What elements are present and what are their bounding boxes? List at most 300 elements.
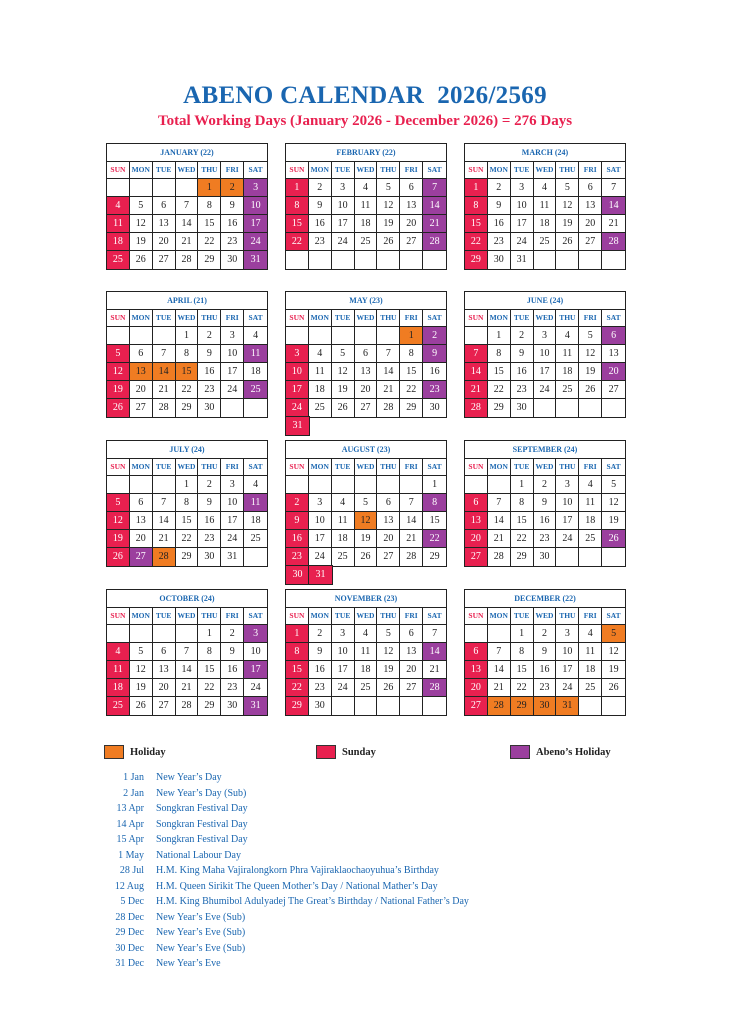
month-title: JANUARY (22) xyxy=(107,144,267,162)
day-cell: 19 xyxy=(556,215,579,233)
day-cell: 16 xyxy=(488,215,511,233)
day-cell: 11 xyxy=(579,643,602,661)
day-cell: 18 xyxy=(332,530,355,548)
weekday-mon: MON xyxy=(309,310,332,326)
page-title: ABENO CALENDAR 2026/2569 xyxy=(183,82,547,109)
day-cell: 12 xyxy=(130,215,153,233)
day-cell: 28 xyxy=(377,399,400,417)
day-cell: 7 xyxy=(488,494,511,512)
day-cell: 8 xyxy=(465,197,488,215)
weekday-sat: SAT xyxy=(427,313,442,322)
day-cell: 7 xyxy=(423,179,446,197)
empty-cell xyxy=(579,399,602,417)
weekday-fri: FRI xyxy=(579,310,602,326)
day-cell: 5 xyxy=(377,179,400,197)
day-cell: 23 xyxy=(534,530,557,548)
holiday-date: 5 Dec xyxy=(120,896,144,907)
day-cell: 29 xyxy=(286,697,309,715)
weekday-thu: THU xyxy=(556,162,579,178)
day-cell: 12 xyxy=(377,197,400,215)
day-cell: 7 xyxy=(153,345,176,363)
weekday-header xyxy=(107,162,267,179)
empty-cell xyxy=(579,251,602,269)
empty-cell xyxy=(488,625,511,643)
day-cell: 14 xyxy=(377,363,400,381)
month-september xyxy=(464,440,626,567)
day-cell: 14 xyxy=(488,512,511,530)
day-cell: 21 xyxy=(153,530,176,548)
day-cell: 3 xyxy=(221,327,244,345)
day-cell: 12 xyxy=(332,363,355,381)
day-cell: 6 xyxy=(602,327,625,345)
weekday-sat: SAT xyxy=(606,462,621,471)
day-cell: 4 xyxy=(244,327,267,345)
day-cell: 24 xyxy=(332,679,355,697)
weekday-wed: WED xyxy=(534,162,557,178)
day-cell: 2 xyxy=(423,327,446,345)
day-cell: 2 xyxy=(221,179,244,197)
empty-cell xyxy=(602,697,625,715)
day-cell: 8 xyxy=(511,494,534,512)
day-cell: 27 xyxy=(377,548,400,566)
empty-cell xyxy=(355,251,378,269)
day-cell: 5 xyxy=(130,197,153,215)
day-cell: 11 xyxy=(355,643,378,661)
month-may xyxy=(285,291,447,418)
day-cell: 9 xyxy=(198,345,221,363)
day-cell: 30 xyxy=(488,251,511,269)
weekday-header xyxy=(107,608,267,625)
day-cell: 4 xyxy=(107,197,130,215)
empty-cell xyxy=(556,399,579,417)
day-cell: 6 xyxy=(377,494,400,512)
day-cell: 30 xyxy=(198,548,221,566)
day-cell: 11 xyxy=(244,494,267,512)
day-cell: 31 xyxy=(556,697,579,715)
day-cell: 14 xyxy=(423,197,446,215)
day-cell: 27 xyxy=(130,548,153,566)
empty-cell xyxy=(107,327,130,345)
holiday-name: New Year’s Day (Sub) xyxy=(156,787,247,799)
holiday-name: H.M. King Bhumibol Adulyadej The Great’s Birthday / National Father’s Day xyxy=(156,896,469,907)
empty-cell xyxy=(602,251,625,269)
day-cell: 12 xyxy=(107,363,130,381)
empty-cell xyxy=(377,476,400,494)
day-cell: 24 xyxy=(221,530,244,548)
holiday-name: Songkran Festival Day xyxy=(156,803,248,814)
day-cell: 10 xyxy=(286,363,309,381)
weekday-sat: SAT xyxy=(248,165,263,174)
day-cell: 8 xyxy=(423,494,446,512)
weekday-wed: WED xyxy=(176,310,199,326)
holiday-name: Songkran Festival Day xyxy=(156,818,248,830)
day-cell: 21 xyxy=(488,530,511,548)
day-cell: 25 xyxy=(579,530,602,548)
holiday-date: 1 Jan xyxy=(123,772,144,783)
day-cell: 22 xyxy=(198,233,221,251)
day-cell: 10 xyxy=(244,643,267,661)
weekday-wed: WED xyxy=(534,310,557,326)
weekday-sun: SUN xyxy=(107,310,130,326)
day-cell: 5 xyxy=(130,643,153,661)
empty-cell xyxy=(153,476,176,494)
weekday-mon: MON xyxy=(488,310,511,326)
day-cell: 14 xyxy=(488,661,511,679)
day-cell: 30 xyxy=(534,697,557,715)
day-cell: 6 xyxy=(400,179,423,197)
day-cell: 22 xyxy=(400,381,423,399)
day-cell: 7 xyxy=(400,494,423,512)
day-cell: 3 xyxy=(534,327,557,345)
day-cell: 22 xyxy=(423,530,446,548)
day-cell: 20 xyxy=(355,381,378,399)
holiday-row xyxy=(100,927,469,943)
empty-cell xyxy=(423,697,446,715)
weekday-mon: MON xyxy=(130,608,153,624)
weekday-header xyxy=(286,162,446,179)
day-cell: 3 xyxy=(556,625,579,643)
day-cell: 1 xyxy=(488,327,511,345)
empty-cell xyxy=(244,548,267,566)
day-cell: 15 xyxy=(423,512,446,530)
day-cell: 31 xyxy=(244,251,267,269)
weekday-wed: WED xyxy=(176,608,199,624)
weekday-mon: MON xyxy=(130,310,153,326)
holiday-row xyxy=(100,834,469,850)
weekday-header xyxy=(465,459,625,476)
day-cell: 20 xyxy=(579,215,602,233)
day-cell: 15 xyxy=(286,215,309,233)
day-cell: 24 xyxy=(244,233,267,251)
empty-cell xyxy=(355,697,378,715)
day-cell: 26 xyxy=(579,381,602,399)
empty-cell xyxy=(153,625,176,643)
month-july xyxy=(106,440,268,567)
legend-abeno-holiday xyxy=(510,744,611,760)
day-cell: 4 xyxy=(355,625,378,643)
day-cell: 3 xyxy=(309,494,332,512)
day-cell: 25 xyxy=(355,233,378,251)
weekday-wed: WED xyxy=(534,608,557,624)
day-cell: 17 xyxy=(556,661,579,679)
day-cell: 7 xyxy=(153,494,176,512)
day-cell: 15 xyxy=(198,661,221,679)
day-cell: 5 xyxy=(556,179,579,197)
weekday-sun: SUN xyxy=(465,608,488,624)
day-cell: 21 xyxy=(400,530,423,548)
day-cell: 25 xyxy=(244,381,267,399)
day-cell: 16 xyxy=(534,512,557,530)
weekday-sat: SAT xyxy=(248,462,263,471)
weekday-mon: MON xyxy=(309,608,332,624)
day-cell: 2 xyxy=(534,476,557,494)
day-cell: 21 xyxy=(176,233,199,251)
weekday-thu: THU xyxy=(377,310,400,326)
holiday-date: 29 Dec xyxy=(115,927,144,938)
legend-swatch-abeno xyxy=(510,745,530,759)
day-cell: 27 xyxy=(130,399,153,417)
empty-cell xyxy=(286,327,309,345)
day-cell: 15 xyxy=(400,363,423,381)
day-cell: 20 xyxy=(377,530,400,548)
day-cell: 17 xyxy=(221,363,244,381)
day-cell: 22 xyxy=(286,679,309,697)
day-cell: 19 xyxy=(107,530,130,548)
weekday-header xyxy=(465,162,625,179)
weekday-tue: TUE xyxy=(511,310,534,326)
day-cell: 23 xyxy=(198,530,221,548)
day-cell: 18 xyxy=(244,363,267,381)
weekday-tue: TUE xyxy=(511,459,534,475)
empty-cell xyxy=(602,548,625,566)
holiday-row xyxy=(100,865,469,881)
day-cell: 18 xyxy=(556,363,579,381)
weekday-thu: THU xyxy=(198,459,221,475)
day-cell: 28 xyxy=(423,679,446,697)
day-cell: 7 xyxy=(488,643,511,661)
day-cell: 17 xyxy=(286,381,309,399)
weekday-header xyxy=(286,608,446,625)
day-cell: 7 xyxy=(377,345,400,363)
day-cell: 11 xyxy=(355,197,378,215)
weekday-thu: THU xyxy=(377,459,400,475)
day-cell: 24 xyxy=(556,679,579,697)
holiday-name: New Year’s Day xyxy=(156,772,222,783)
day-cell: 6 xyxy=(153,643,176,661)
day-cell: 5 xyxy=(355,494,378,512)
weekday-sat: SAT xyxy=(606,313,621,322)
day-cell: 5 xyxy=(602,476,625,494)
empty-cell xyxy=(400,697,423,715)
day-cell: 19 xyxy=(332,381,355,399)
month-february xyxy=(285,143,447,270)
day-cell: 23 xyxy=(221,679,244,697)
day-cell: 6 xyxy=(579,179,602,197)
day-cell: 29 xyxy=(176,399,199,417)
day-cell: 6 xyxy=(153,197,176,215)
day-cell: 26 xyxy=(130,697,153,715)
weekday-sun: SUN xyxy=(465,310,488,326)
day-cell: 15 xyxy=(488,363,511,381)
day-cell: 8 xyxy=(198,197,221,215)
holiday-row xyxy=(100,896,469,912)
holiday-date: 30 Dec xyxy=(115,942,144,954)
day-cell: 9 xyxy=(309,197,332,215)
day-cell: 19 xyxy=(377,215,400,233)
day-cell: 27 xyxy=(465,697,488,715)
day-cell: 22 xyxy=(488,381,511,399)
day-cell: 24 xyxy=(534,381,557,399)
day-cell: 17 xyxy=(556,512,579,530)
overflow-day-cell: 31 xyxy=(308,565,333,585)
day-cell: 11 xyxy=(107,661,130,679)
day-cell: 16 xyxy=(286,530,309,548)
day-cell: 29 xyxy=(176,548,199,566)
day-cell: 18 xyxy=(107,679,130,697)
day-cell: 4 xyxy=(355,179,378,197)
day-cell: 17 xyxy=(511,215,534,233)
day-cell: 28 xyxy=(153,399,176,417)
day-cell: 10 xyxy=(556,643,579,661)
month-june xyxy=(464,291,626,418)
month-january xyxy=(106,143,268,270)
day-cell: 20 xyxy=(130,530,153,548)
day-cell: 22 xyxy=(286,233,309,251)
empty-cell xyxy=(579,697,602,715)
day-cell: 29 xyxy=(511,548,534,566)
day-cell: 30 xyxy=(221,697,244,715)
day-cell: 9 xyxy=(221,643,244,661)
day-cell: 13 xyxy=(465,661,488,679)
weekday-fri: FRI xyxy=(579,162,602,178)
day-cell: 27 xyxy=(579,233,602,251)
day-cell: 15 xyxy=(176,363,199,381)
holiday-row xyxy=(100,958,469,974)
weekday-fri: FRI xyxy=(579,608,602,624)
day-cell: 7 xyxy=(602,179,625,197)
month-title: JULY (24) xyxy=(107,441,267,459)
day-cell: 25 xyxy=(579,679,602,697)
empty-cell xyxy=(377,251,400,269)
day-cell: 13 xyxy=(130,363,153,381)
day-cell: 30 xyxy=(429,402,440,413)
day-cell: 13 xyxy=(400,643,423,661)
day-cell: 13 xyxy=(153,661,176,679)
day-cell: 21 xyxy=(423,661,446,679)
weekday-sat: SAT xyxy=(427,462,442,471)
day-cell: 9 xyxy=(286,512,309,530)
weekday-sat: SAT xyxy=(427,165,442,174)
day-cell: 12 xyxy=(602,643,625,661)
day-cell: 16 xyxy=(198,512,221,530)
month-title: SEPTEMBER (24) xyxy=(465,441,625,459)
weekday-mon: MON xyxy=(309,162,332,178)
day-cell: 8 xyxy=(176,345,199,363)
weekday-tue: TUE xyxy=(511,162,534,178)
weekday-header xyxy=(107,310,267,327)
day-cell: 3 xyxy=(244,179,267,197)
day-cell: 30 xyxy=(309,697,332,715)
weekday-mon: MON xyxy=(309,459,332,475)
day-cell: 19 xyxy=(107,381,130,399)
day-cell: 14 xyxy=(153,363,176,381)
empty-cell xyxy=(130,327,153,345)
day-cell: 9 xyxy=(309,643,332,661)
page-subtitle: Total Working Days (January 2026 - December 2026) = 276 Days xyxy=(157,113,573,129)
day-cell: 12 xyxy=(602,494,625,512)
day-cell: 1 xyxy=(465,179,488,197)
day-cell: 22 xyxy=(511,530,534,548)
day-cell: 24 xyxy=(309,548,332,566)
day-cell: 19 xyxy=(130,233,153,251)
day-cell: 11 xyxy=(332,512,355,530)
holiday-name: New Year’s Eve (Sub) xyxy=(156,942,246,954)
day-cell: 16 xyxy=(511,363,534,381)
day-cell: 20 xyxy=(153,679,176,697)
day-cell: 26 xyxy=(377,679,400,697)
empty-cell xyxy=(355,476,378,494)
day-cell: 25 xyxy=(107,251,130,269)
day-cell: 26 xyxy=(130,251,153,269)
day-cell: 16 xyxy=(309,215,332,233)
day-cell: 31 xyxy=(221,548,244,566)
day-cell: 18 xyxy=(355,215,378,233)
weekday-header xyxy=(107,459,267,476)
day-cell: 26 xyxy=(377,233,400,251)
day-cell: 17 xyxy=(244,215,267,233)
day-cell: 2 xyxy=(198,476,221,494)
empty-cell xyxy=(465,327,488,345)
day-cell: 7 xyxy=(465,345,488,363)
month-title: NOVEMBER (23) xyxy=(286,590,446,608)
weekday-thu: THU xyxy=(556,608,579,624)
day-cell: 4 xyxy=(534,179,557,197)
day-cell: 3 xyxy=(332,179,355,197)
day-cell: 25 xyxy=(534,233,557,251)
day-cell: 28 xyxy=(602,233,625,251)
month-title: JUNE (24) xyxy=(465,292,625,310)
day-cell: 25 xyxy=(556,381,579,399)
day-cell: 18 xyxy=(355,661,378,679)
weekday-header xyxy=(465,310,625,327)
holiday-date: 1 May xyxy=(118,849,144,861)
weekday-thu: THU xyxy=(556,310,579,326)
day-cell: 16 xyxy=(534,661,557,679)
day-cell: 2 xyxy=(198,327,221,345)
holiday-list xyxy=(100,772,469,974)
day-cell: 1 xyxy=(176,476,199,494)
holiday-row xyxy=(100,881,469,897)
day-cell: 7 xyxy=(423,625,446,643)
day-cell: 24 xyxy=(221,381,244,399)
day-cell: 23 xyxy=(221,233,244,251)
day-cell: 6 xyxy=(130,345,153,363)
empty-cell xyxy=(377,697,400,715)
day-cell: 22 xyxy=(176,530,199,548)
empty-cell xyxy=(130,476,153,494)
month-november xyxy=(285,589,447,716)
overflow-day-cell: 30 xyxy=(285,565,310,585)
day-cell: 29 xyxy=(465,251,488,269)
month-december xyxy=(464,589,626,716)
day-cell: 8 xyxy=(198,643,221,661)
day-cell: 31 xyxy=(244,697,267,715)
holiday-row xyxy=(100,788,469,804)
legend-label-holiday: Holiday xyxy=(130,746,166,758)
day-cell: 16 xyxy=(221,215,244,233)
empty-cell xyxy=(107,476,130,494)
empty-cell xyxy=(534,251,557,269)
empty-cell xyxy=(534,399,557,417)
day-cell: 12 xyxy=(107,512,130,530)
legend-swatch-sunday xyxy=(316,745,336,759)
day-cell: 28 xyxy=(423,233,446,251)
empty-cell xyxy=(153,327,176,345)
holiday-row xyxy=(100,803,469,819)
empty-cell xyxy=(488,476,511,494)
day-cell: 23 xyxy=(511,381,534,399)
day-cell: 10 xyxy=(309,512,332,530)
day-cell: 16 xyxy=(309,661,332,679)
day-cell: 29 xyxy=(198,697,221,715)
day-cell: 8 xyxy=(488,345,511,363)
day-cell: 5 xyxy=(377,625,400,643)
empty-cell xyxy=(130,625,153,643)
day-cell: 15 xyxy=(465,215,488,233)
weekday-sun: SUN xyxy=(107,608,130,624)
holiday-row xyxy=(100,912,469,928)
day-cell: 21 xyxy=(602,215,625,233)
